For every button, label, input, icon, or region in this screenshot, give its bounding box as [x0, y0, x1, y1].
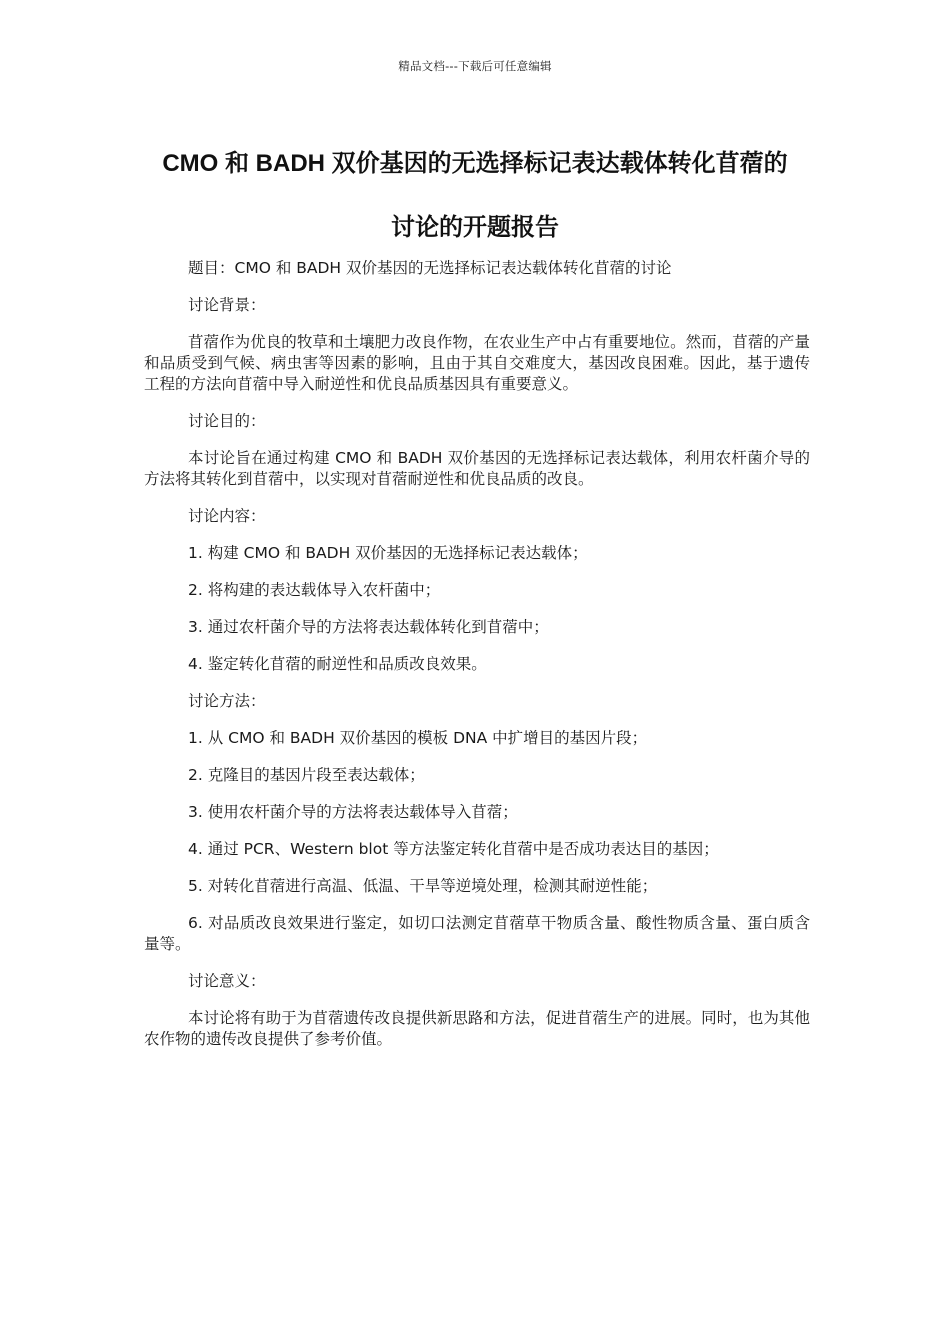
- purpose-paragraph: 本讨论旨在通过构建 CMO 和 BADH 双价基因的无选择标记表达载体，利用农杆菌介导的方法将其转化到苜蓿中，以实现对苜蓿耐逆性和优良品质的改良。: [144, 449, 810, 488]
- section-heading-significance: 讨论意义：: [188, 972, 266, 990]
- section-heading-background: 讨论背景：: [188, 296, 266, 314]
- method-item-5: 5. 对转化苜蓿进行高温、低温、干旱等逆境处理，检测其耐逆性能；: [188, 877, 658, 895]
- section-heading-purpose: 讨论目的：: [188, 412, 266, 430]
- page-title: [100, 132, 850, 260]
- header-note: 精品文档---下载后可任意编辑: [398, 59, 552, 73]
- subject-line: 题目：CMO 和 BADH 双价基因的无选择标记表达载体转化苜蓿的讨论: [188, 259, 672, 277]
- document-body: [144, 258, 810, 1066]
- content-item-1: 1. 构建 CMO 和 BADH 双价基因的无选择标记表达载体；: [188, 544, 588, 562]
- method-item-2: 2. 克隆目的基因片段至表达载体；: [188, 766, 425, 784]
- section-heading-methods: 讨论方法：: [188, 692, 266, 710]
- section-heading-content: 讨论内容：: [188, 507, 266, 525]
- content-item-3: 3. 通过农杆菌介导的方法将表达载体转化到苜蓿中；: [188, 618, 549, 636]
- title-line-2: 讨论的开题报告: [391, 214, 559, 241]
- method-item-6: 6. 对品质改良效果进行鉴定，如切口法测定苜蓿草干物质含量、酸性物质含量、蛋白质含量等。: [144, 914, 810, 953]
- content-item-2: 2. 将构建的表达载体导入农杆菌中；: [188, 581, 441, 599]
- method-item-3: 3. 使用农杆菌介导的方法将表达载体导入苜蓿；: [188, 803, 518, 821]
- title-line-1: CMO 和 BADH 双价基因的无选择标记表达载体转化苜蓿的: [162, 150, 788, 177]
- method-item-1: 1. 从 CMO 和 BADH 双价基因的模板 DNA 中扩增目的基因片段；: [188, 729, 648, 747]
- significance-paragraph: 本讨论将有助于为苜蓿遗传改良提供新思路和方法，促进苜蓿生产的进展。同时，也为其他农作物的遗传改良提供了参考价值。: [144, 1009, 810, 1048]
- method-item-4: 4. 通过 PCR、Western blot 等方法鉴定转化苜蓿中是否成功表达目的基因；: [188, 840, 719, 858]
- background-paragraph: 苜蓿作为优良的牧草和土壤肥力改良作物，在农业生产中占有重要地位。然而，苜蓿的产量和品质受到气候、病虫害等因素的影响，且由于其自交难度大，基因改良困难。因此，基于遗传工程的方法向苜蓿中导入耐逆性和优良品质基因具有重要意义。: [144, 333, 810, 393]
- content-item-4: 4. 鉴定转化苜蓿的耐逆性和品质改良效果。: [188, 655, 487, 673]
